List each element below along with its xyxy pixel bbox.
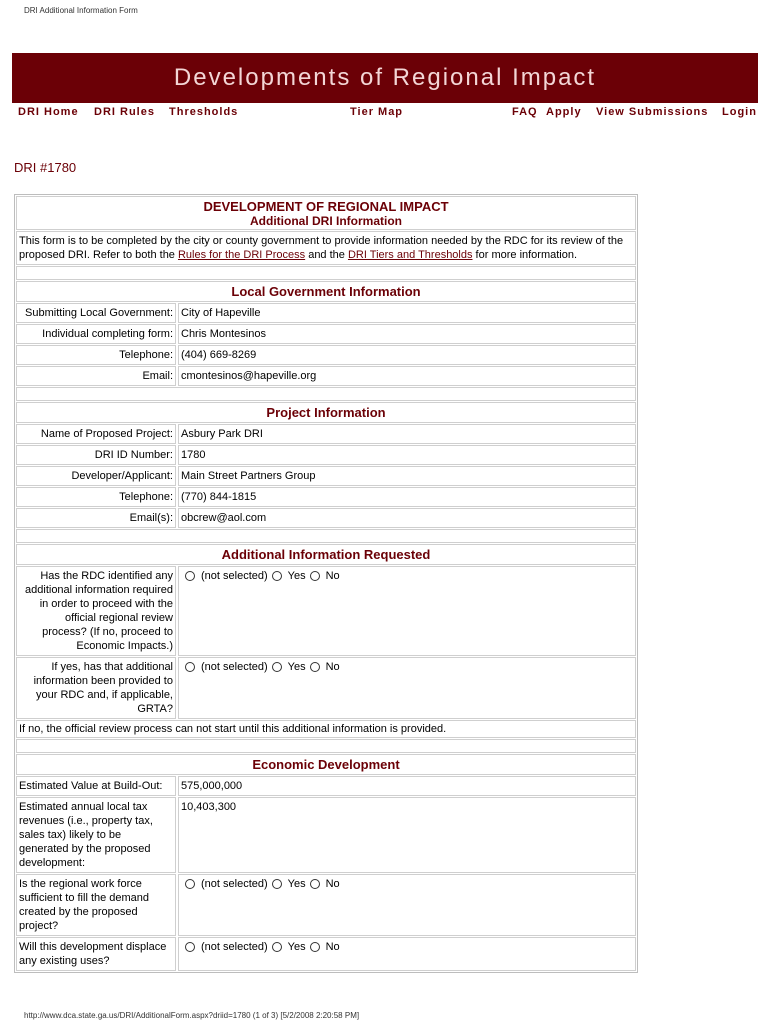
form-heading — [16, 196, 636, 230]
nav-view-submissions[interactable]: View Submissions — [596, 106, 709, 118]
radio-label: Yes — [287, 941, 306, 953]
row-label: Will this development displace any existing uses? — [16, 937, 176, 971]
additional-q1: Has the RDC identified any additional information required in order to proceed with the official regional review process? (If no, proceed to Economic Impacts.) — [16, 566, 176, 656]
radio-label: No — [325, 570, 340, 582]
intro-text-b: and the — [305, 249, 348, 261]
row-value: (770) 844-1815 — [178, 487, 636, 507]
radio-no[interactable] — [310, 879, 320, 889]
economic-row — [16, 797, 636, 873]
row-label: Email: — [16, 366, 176, 386]
row-value: 575,000,000 — [178, 776, 636, 796]
local-gov-row — [16, 366, 636, 386]
rules-link[interactable]: Rules for the DRI Process — [177, 249, 306, 261]
economic-row — [16, 776, 636, 796]
project-row — [16, 508, 636, 528]
radio-label: (not selected) — [201, 661, 268, 673]
additional-note: If no, the official review process can not start until this additional information is provided. — [16, 720, 636, 738]
radio-not-selected[interactable] — [185, 879, 195, 889]
radio-label: No — [325, 941, 340, 953]
row-value: obcrew@aol.com — [178, 508, 636, 528]
additional-q2: If yes, has that additional information been provided to your RDC and, if applicable, GRTA? — [16, 657, 176, 719]
additional-row — [16, 566, 636, 656]
radio-not-selected[interactable] — [185, 662, 195, 672]
radio-no[interactable] — [310, 942, 320, 952]
form-subtitle: Additional DRI Information — [250, 214, 402, 228]
radio-not-selected[interactable] — [185, 942, 195, 952]
row-value: Chris Montesinos — [178, 324, 636, 344]
row-label: Developer/Applicant: — [16, 466, 176, 486]
radio-label: No — [325, 878, 340, 890]
radio-yes[interactable] — [272, 879, 282, 889]
row-value: cmontesinos@hapeville.org — [178, 366, 636, 386]
radio-no[interactable] — [310, 662, 320, 672]
local-gov-heading: Local Government Information — [16, 281, 636, 302]
row-value: City of Hapeville — [178, 303, 636, 323]
dri-form — [14, 194, 638, 973]
dri-title: DRI #1780 — [14, 160, 77, 175]
row-label: Submitting Local Government: — [16, 303, 176, 323]
nav-faq[interactable]: FAQ — [512, 106, 538, 118]
project-row — [16, 424, 636, 444]
page-header: DRI Additional Information Form — [24, 6, 138, 15]
radio-group — [181, 660, 633, 674]
nav-login[interactable]: Login — [722, 106, 757, 118]
local-gov-row — [16, 324, 636, 344]
row-label: Is the regional work force sufficient to fill the demand created by the proposed project? — [16, 874, 176, 936]
radio-group — [181, 940, 633, 954]
row-label: Telephone: — [16, 345, 176, 365]
radio-label: Yes — [287, 878, 306, 890]
spacer — [16, 529, 636, 543]
economic-row — [16, 874, 636, 936]
additional-q1-options — [178, 566, 636, 656]
spacer — [16, 266, 636, 280]
intro-text-a: This form is to be completed by the city or county government to provide information needed by the RDC for its review of the proposed DRI. Refer to both the — [19, 235, 624, 261]
additional-q2-options — [178, 657, 636, 719]
nav-bar — [0, 106, 770, 120]
radio-label: Yes — [287, 570, 306, 582]
intro-text-c: for more information. — [472, 249, 578, 261]
nav-dri-home[interactable]: DRI Home — [18, 106, 79, 118]
radio-yes[interactable] — [272, 571, 282, 581]
radio-not-selected[interactable] — [185, 571, 195, 581]
radio-group — [181, 569, 633, 583]
nav-thresholds[interactable]: Thresholds — [169, 106, 239, 118]
project-row — [16, 445, 636, 465]
form-title: DEVELOPMENT OF REGIONAL IMPACT — [203, 199, 449, 214]
page-footer: http://www.dca.state.ga.us/DRI/AdditionalForm.aspx?driid=1780 (1 of 3) [5/2/2008 2:20:58 PM] — [24, 1011, 360, 1020]
row-value: 10,403,300 — [178, 797, 636, 873]
form-intro — [16, 231, 636, 265]
row-label: Individual completing form: — [16, 324, 176, 344]
row-options — [178, 937, 636, 971]
radio-group — [181, 877, 633, 891]
spacer — [16, 387, 636, 401]
tiers-link[interactable]: DRI Tiers and Thresholds — [347, 249, 473, 261]
local-gov-row — [16, 303, 636, 323]
radio-label: (not selected) — [201, 941, 268, 953]
radio-label: (not selected) — [201, 878, 268, 890]
row-value: Asbury Park DRI — [178, 424, 636, 444]
spacer — [16, 739, 636, 753]
row-label: Estimated annual local tax revenues (i.e., property tax, sales tax) likely to be generated by the proposed development: — [16, 797, 176, 873]
radio-label: (not selected) — [201, 570, 268, 582]
local-gov-row — [16, 345, 636, 365]
row-label: Telephone: — [16, 487, 176, 507]
radio-no[interactable] — [310, 571, 320, 581]
row-value: 1780 — [178, 445, 636, 465]
radio-yes[interactable] — [272, 662, 282, 672]
additional-heading: Additional Information Requested — [16, 544, 636, 565]
banner: Developments of Regional Impact — [12, 53, 758, 103]
radio-label: Yes — [287, 661, 306, 673]
row-value: (404) 669-8269 — [178, 345, 636, 365]
row-label: Email(s): — [16, 508, 176, 528]
row-label: Name of Proposed Project: — [16, 424, 176, 444]
radio-yes[interactable] — [272, 942, 282, 952]
economic-heading: Economic Development — [16, 754, 636, 775]
project-row — [16, 466, 636, 486]
radio-label: No — [325, 661, 340, 673]
project-row — [16, 487, 636, 507]
nav-dri-rules[interactable]: DRI Rules — [94, 106, 155, 118]
nav-tier-map[interactable]: Tier Map — [350, 106, 404, 118]
nav-apply[interactable]: Apply — [546, 106, 582, 118]
row-options — [178, 874, 636, 936]
row-label: Estimated Value at Build-Out: — [16, 776, 176, 796]
row-value: Main Street Partners Group — [178, 466, 636, 486]
additional-row — [16, 657, 636, 719]
economic-row — [16, 937, 636, 971]
row-label: DRI ID Number: — [16, 445, 176, 465]
project-heading: Project Information — [16, 402, 636, 423]
